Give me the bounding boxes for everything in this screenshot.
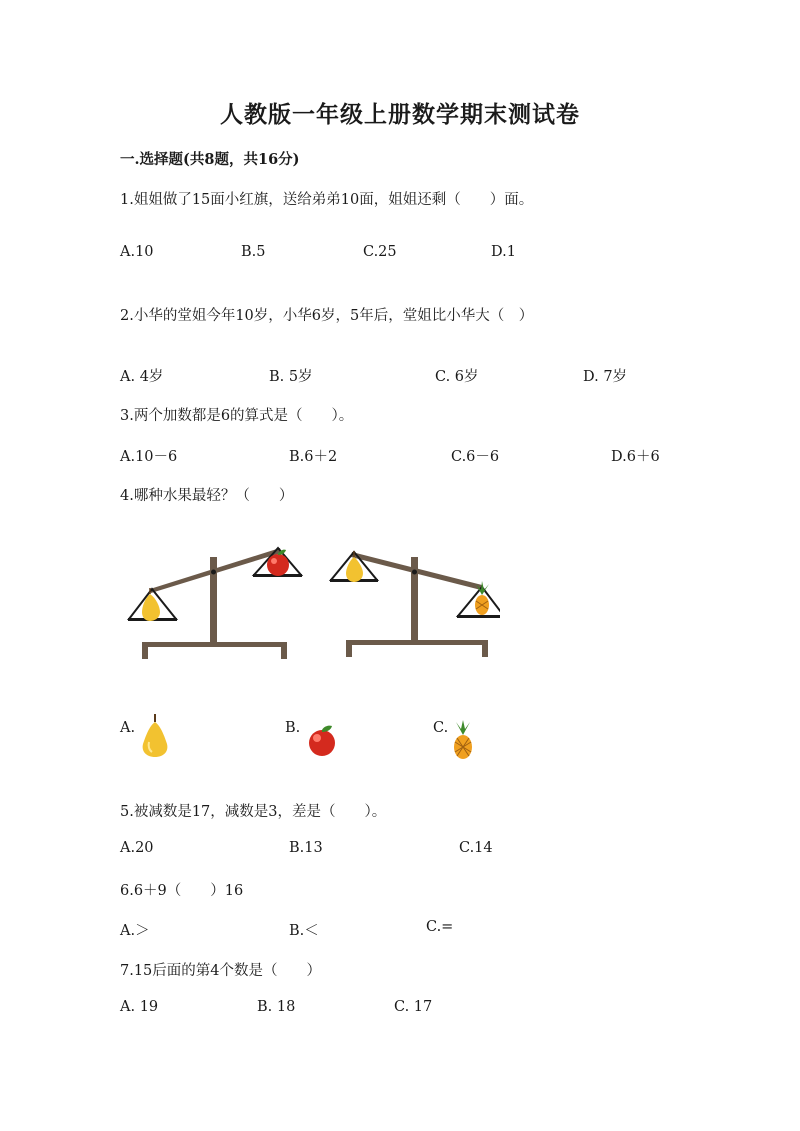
page-title: 人教版一年级上册数学期末测试卷 [220, 101, 580, 128]
q1-option-a[interactable]: A.10 [120, 244, 154, 260]
q2-option-b[interactable]: B. 5岁 [269, 369, 313, 385]
section-heading: 一.选择题(共8题，共16分) [120, 151, 300, 168]
q1-option-d[interactable]: D.1 [491, 244, 516, 260]
q2-option-a[interactable]: A. 4岁 [120, 369, 164, 385]
q5-option-c[interactable]: C.14 [459, 840, 493, 856]
balance-scale-right [330, 551, 500, 657]
pear-icon [137, 712, 173, 760]
question-4: 4.哪种水果最轻？（ ） [120, 488, 294, 504]
q4-option-c[interactable]: C. [433, 720, 449, 736]
question-3: 3.两个加数都是6的算式是（ ）。 [120, 408, 354, 424]
q1-option-b[interactable]: B.5 [241, 244, 266, 260]
q5-option-a[interactable]: A.20 [120, 840, 154, 856]
q1-option-c[interactable]: C.25 [363, 244, 397, 260]
q6-option-c[interactable]: C.= [426, 919, 454, 935]
q4-option-b[interactable]: B. [285, 720, 301, 736]
question-7: 7.15后面的第4个数是（ ） [120, 963, 322, 979]
q7-option-b[interactable]: B. 18 [257, 999, 296, 1015]
q7-option-c[interactable]: C. 17 [394, 999, 433, 1015]
q3-option-a[interactable]: A.10－6 [120, 449, 178, 465]
apple-icon [305, 724, 339, 758]
q3-option-b[interactable]: B.6＋2 [289, 449, 338, 465]
q6-option-a[interactable]: A.＞ [120, 923, 150, 939]
q6-option-b[interactable]: B.＜ [289, 923, 319, 939]
question-5: 5.被减数是17，减数是3，差是（ ）。 [120, 804, 387, 820]
question-2: 2.小华的堂姐今年10岁，小华6岁，5年后，堂姐比小华大（ ） [120, 308, 534, 324]
balance-scale-left [128, 548, 302, 659]
q5-option-b[interactable]: B.13 [289, 840, 323, 856]
question-6: 6.6＋9（ ）16 [120, 883, 244, 899]
q2-option-d[interactable]: D. 7岁 [583, 369, 628, 385]
q4-option-a[interactable]: A. [120, 720, 136, 736]
q3-option-c[interactable]: C.6－6 [451, 449, 500, 465]
q7-option-a[interactable]: A. 19 [120, 999, 159, 1015]
q2-option-c[interactable]: C. 6岁 [435, 369, 479, 385]
balance-scales-illustration [120, 535, 500, 665]
q3-option-d[interactable]: D.6＋6 [611, 449, 660, 465]
pineapple-icon [450, 720, 476, 760]
question-1: 1.姐姐做了15面小红旗，送给弟弟10面，姐姐还剩（ ）面。 [120, 192, 534, 208]
